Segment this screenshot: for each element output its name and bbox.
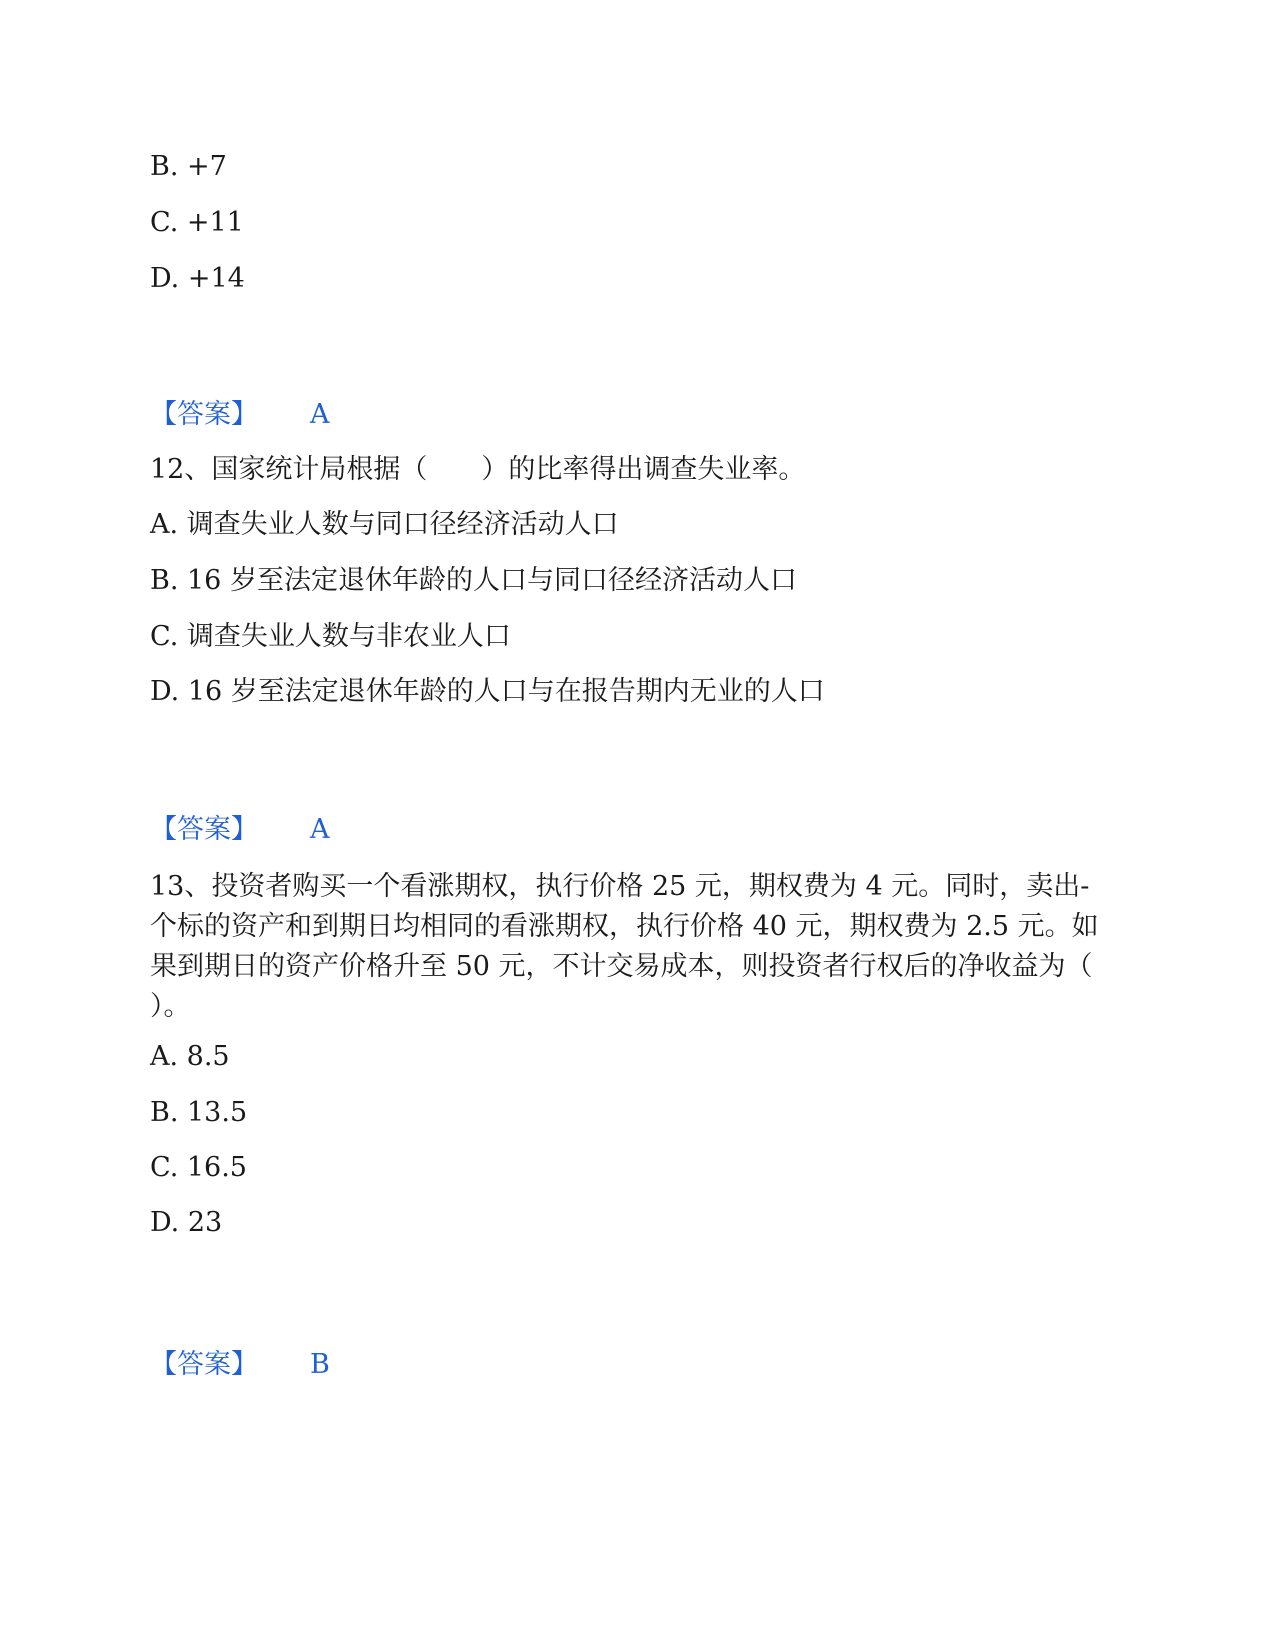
q12-option-a: A. 调查失业人数与同口径经济活动人口 — [150, 509, 619, 540]
q12-option-d: D. 16 岁至法定退休年龄的人口与在报告期内无业的人口 — [150, 676, 825, 707]
answer-value: B — [310, 1349, 330, 1380]
q12-answer — [150, 815, 330, 845]
q12-question: 12、国家统计局根据（ ）的比率得出调查失业率。 — [150, 454, 806, 485]
q13-answer — [150, 1350, 330, 1380]
answer-value: A — [310, 814, 330, 845]
q11-option-b: B. +7 — [150, 151, 227, 182]
q11-option-d: D. +14 — [150, 263, 245, 294]
answer-label: 【答案】 — [150, 399, 258, 430]
q13-option-a: A. 8.5 — [150, 1041, 230, 1072]
q13-option-b: B. 13.5 — [150, 1097, 248, 1128]
q12-option-b: B. 16 岁至法定退休年龄的人口与同口径经济活动人口 — [150, 565, 797, 596]
q13-question: 13、投资者购买一个看涨期权，执行价格 25 元，期权费为 4 元。同时，卖出-个标的资产和到期日均相同的看涨期权，执行价格 40 元，期权费为 2.5 元。如果到期日的资产价格升至 50 元，不计交易成本，则投资者行权后的净收益为（ ）。 — [150, 871, 1099, 1022]
q11-option-c: C. +11 — [150, 207, 244, 238]
q13-option-d: D. 23 — [150, 1207, 223, 1238]
answer-label: 【答案】 — [150, 814, 258, 845]
q12-option-c: C. 调查失业人数与非农业人口 — [150, 621, 511, 652]
answer-value: A — [310, 399, 330, 430]
q13-option-c: C. 16.5 — [150, 1152, 247, 1183]
q11-answer — [150, 400, 330, 430]
answer-label: 【答案】 — [150, 1349, 258, 1380]
